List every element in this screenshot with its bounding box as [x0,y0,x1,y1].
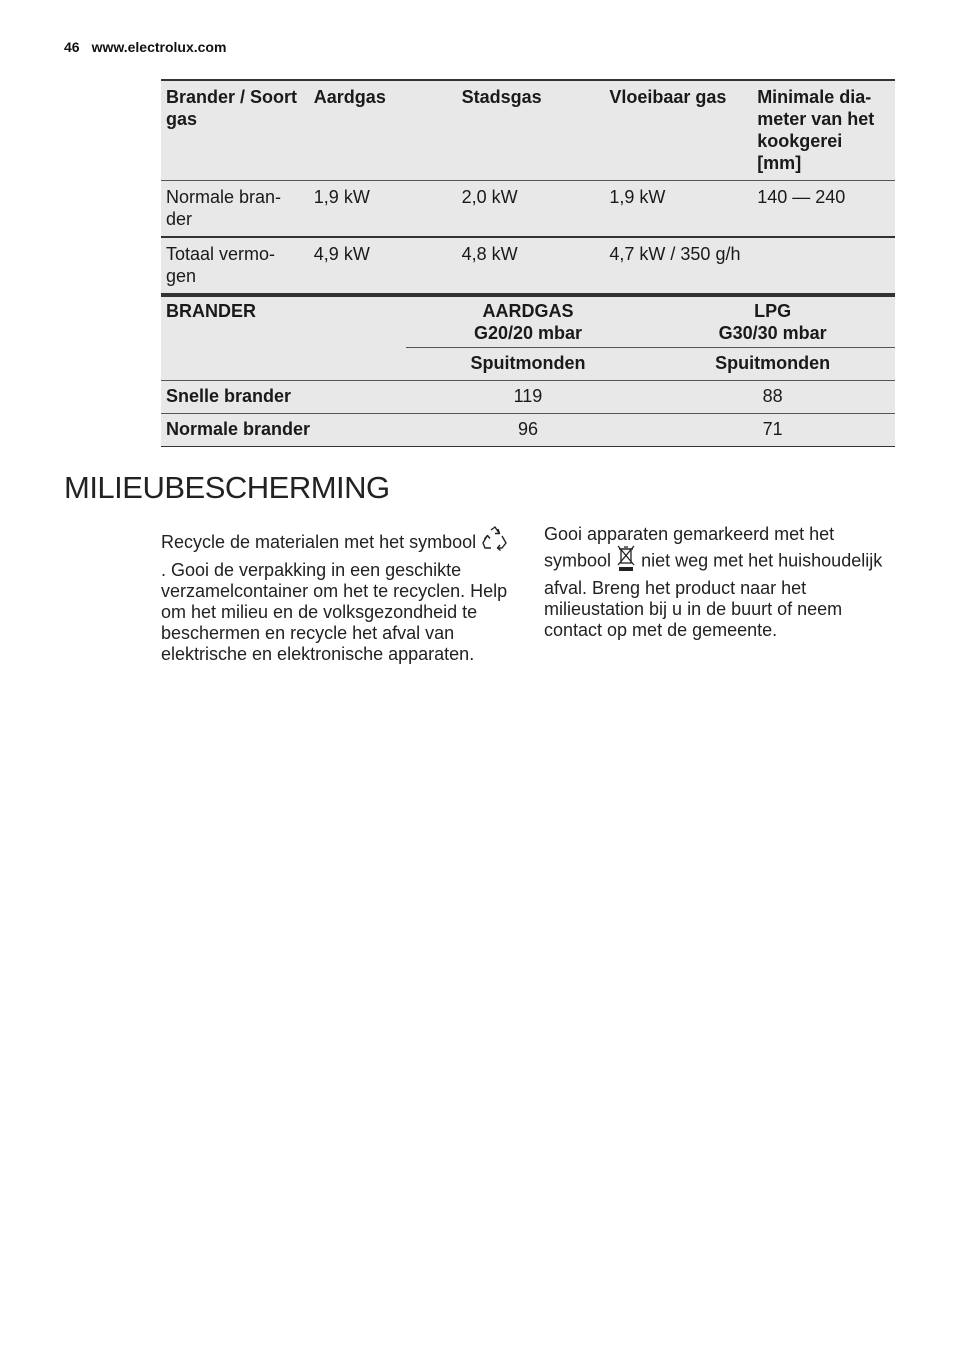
subheader-injectors: Spuitmonden [470,353,586,373]
website-link[interactable]: www.electrolux.com [91,39,227,55]
paragraph-text: Gooi apparaten gemarkeerd met het [544,524,835,544]
table-row [161,181,895,238]
header-line: G30/30 mbar [718,323,827,343]
table-cell: 140 — 240 [757,187,846,207]
table-cell: 4,7 kW / 350 g/h [609,244,741,264]
col-header-burner-gas-type: Brander / Soort gas [166,87,298,129]
crossed-bin-icon [616,545,636,578]
table-cell: 2,0 kW [461,187,518,207]
paragraph: . Gooi de verpakking in een geschikte verzamelcontainer om het te recyclen. Help om het milieu en de volksgezondheid te beschermen en recycle het afval van elektrische en elektronische apparaten. [161,560,508,664]
table-cell: 1,9 kW [313,187,370,207]
row-label: Normale brander [166,419,311,439]
header-line: LPG [754,301,792,321]
table-cell: 88 [762,386,783,406]
section-title: MILIEUBESCHERMING [64,470,390,505]
col-header-natural-gas: Aardgas [313,87,386,107]
table-header-row [161,80,895,181]
subheader-injectors: Spuitmonden [715,353,831,373]
recycle-icon [481,526,509,560]
col-header-lpg [650,296,895,348]
right-column [544,524,894,641]
col-header-burner: BRANDER [166,301,256,321]
table-cell [752,237,895,294]
row-label: Snelle brander [166,386,292,406]
table-cell: 71 [762,419,783,439]
header-line: AARDGAS [482,301,574,321]
col-header-town-gas: Stadsgas [461,87,542,107]
table-cell: Normale bran-der [166,187,282,229]
left-column [161,526,511,665]
paragraph-text: symbool [544,550,612,571]
table-row [161,381,895,414]
table-row [161,414,895,447]
injector-table [161,295,895,447]
table-cell: 4,9 kW [313,244,370,264]
page-header [64,39,226,55]
page-number: 46 [64,39,80,55]
col-header-natural-gas [406,296,651,348]
table-cell: 96 [517,419,538,439]
table-cell: 1,9 kW [609,187,666,207]
paragraph-text: niet weg met het huishoudelijk [641,550,883,571]
table-cell: 4,8 kW [461,244,518,264]
paragraph [544,524,894,641]
table-header-row [161,296,895,348]
header-line: G20/20 mbar [473,323,583,343]
paragraph-text: afval. Breng het product naar het milieustation bij u in de buurt of neem contact op met de gemeente. [544,578,843,640]
paragraph-text: Recycle de materialen met het symbool [161,531,477,552]
col-header-min-diameter: Minimale dia-meter van het kookgerei [mm] [757,87,875,173]
table-row [161,237,895,294]
gas-specs-table [161,79,895,295]
table-cell: 119 [513,386,543,406]
col-header-liquid-gas: Vloeibaar gas [609,87,727,107]
table-cell: Totaal vermo-gen [166,244,276,286]
paragraph [161,526,511,560]
